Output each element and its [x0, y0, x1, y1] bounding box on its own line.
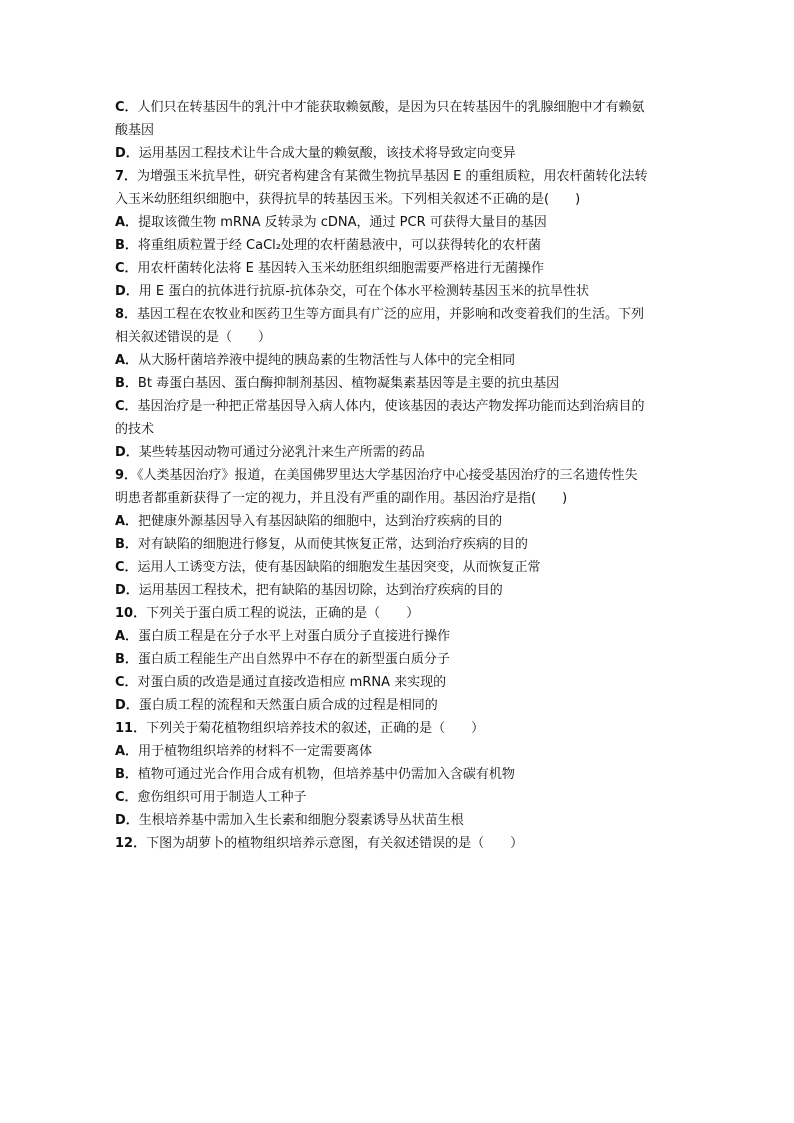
option-line: [115, 694, 685, 717]
option-text: 运用人工诱变方法，使有基因缺陷的细胞发生基因突变，从而恢复正常: [137, 560, 541, 575]
option-letter: C．: [115, 560, 138, 575]
option-text: 基因治疗是一种把正常基因导入病人体内，使该基因的表达产物发挥功能而达到治病目的: [137, 399, 645, 414]
option-line: [115, 763, 685, 786]
option-letter: A．: [115, 353, 139, 368]
option-text: 植物可通过光合作用合成有机物，但培养基中仍需加入含碳有机物: [137, 767, 515, 782]
question-line: [115, 717, 685, 740]
option-letter: A．: [115, 744, 139, 759]
option-text: 将重组质粒置于经 CaCl₂处理的农杆菌悬液中，可以获得转化的农杆菌: [137, 238, 541, 253]
option-line: [115, 234, 685, 257]
line-text: 酸基因: [115, 123, 155, 138]
line-text: 基因工程在农牧业和医药卫生等方面具有广泛的应用，并影响和改变着我们的生活。下列: [137, 307, 645, 322]
question-line: [115, 602, 685, 625]
option-text: 从大肠杆菌培养液中提纯的胰岛素的生物活性与人体中的完全相同: [138, 353, 516, 368]
option-letter: B．: [115, 767, 138, 782]
question-number: 9．: [115, 468, 138, 483]
option-line: [115, 740, 685, 763]
question-number: 8．: [115, 307, 138, 322]
option-letter: A．: [115, 629, 139, 644]
option-text: 愈伤组织可用于制造人工种子: [137, 790, 307, 805]
question-line: [115, 165, 685, 188]
question-number: 10．: [115, 606, 147, 621]
text-line: [115, 142, 685, 165]
line-text: 下列关于菊花植物组织培养技术的叙述，正确的是（ ）: [146, 721, 485, 736]
question-line: [115, 303, 685, 326]
option-text: 提取该微生物 mRNA 反转录为 cDNA，通过 PCR 可获得大量目的基因: [138, 215, 547, 230]
option-line: [115, 809, 685, 832]
question-number: 12．: [115, 836, 147, 851]
option-text: 生根培养基中需加入生长素和细胞分裂素诱导丛状苗生根: [138, 813, 464, 828]
option-text: 用 E 蛋白的抗体进行抗原-抗体杂交，可在个体水平检测转基因玉米的抗旱性状: [138, 284, 589, 299]
option-letter: D．: [115, 698, 139, 713]
option-line: [115, 533, 685, 556]
option-letter: A．: [115, 514, 139, 529]
option-letter: D．: [115, 445, 139, 460]
option-line: [115, 211, 685, 234]
question-number: 11．: [115, 721, 147, 736]
option-text: Bt 毒蛋白基因、蛋白酶抑制剂基因、植物凝集素基因等是主要的抗虫基因: [137, 376, 560, 391]
option-text: 蛋白质工程能生产出自然界中不存在的新型蛋白质分子: [137, 652, 450, 667]
option-letter: B．: [115, 376, 138, 391]
option-text: 运用基因工程技术，把有缺陷的基因切除，达到治疗疾病的目的: [138, 583, 503, 598]
text-line: [115, 418, 685, 441]
text-line: [115, 188, 685, 211]
line-text: 为增强玉米抗旱性，研究者构建含有某微生物抗旱基因 E 的重组质粒，用农杆菌转化法转: [137, 169, 648, 184]
line-text: 下列关于蛋白质工程的说法，正确的是（ ）: [146, 606, 420, 621]
option-text: 把健康外源基因导入有基因缺陷的细胞中，达到治疗疾病的目的: [138, 514, 503, 529]
option-line: [115, 280, 685, 303]
option-line: [115, 395, 685, 418]
text-line: [115, 487, 685, 510]
line-text: 相关叙述错误的是（ ）: [115, 330, 272, 345]
option-letter: D．: [115, 813, 139, 828]
question-line: [115, 464, 685, 487]
line-text: 人们只在转基因牛的乳汁中才能获取赖氨酸，是因为只在转基因牛的乳腺细胞中才有赖氨: [137, 100, 645, 115]
option-line: [115, 349, 685, 372]
option-line: [115, 648, 685, 671]
line-text: 明患者都重新获得了一定的视力，并且没有严重的副作用。基因治疗是指( ): [115, 491, 568, 506]
option-line: [115, 441, 685, 464]
option-line: [115, 372, 685, 395]
question-number: 7．: [115, 169, 138, 184]
line-prefix: D．: [115, 146, 139, 161]
option-letter: A．: [115, 215, 139, 230]
text-line: [115, 119, 685, 142]
line-prefix: C．: [115, 100, 138, 115]
option-letter: B．: [115, 537, 138, 552]
option-letter: B．: [115, 238, 138, 253]
option-letter: D．: [115, 583, 139, 598]
question-line: [115, 832, 685, 855]
line-text: 运用基因工程技术让牛合成大量的赖氨酸，该技术将导致定向变异: [138, 146, 516, 161]
option-letter: C．: [115, 261, 138, 276]
option-letter: C．: [115, 790, 138, 805]
document-page: [115, 96, 685, 855]
option-letter: C．: [115, 399, 138, 414]
option-line: [115, 556, 685, 579]
option-letter: C．: [115, 675, 138, 690]
option-line: [115, 510, 685, 533]
option-text: 用于植物组织培养的材料不一定需要离体: [138, 744, 373, 759]
option-letter: D．: [115, 284, 139, 299]
option-letter: B．: [115, 652, 138, 667]
option-text: 对有缺陷的细胞进行修复，从而使其恢复正常，达到治疗疾病的目的: [137, 537, 528, 552]
text-line: [115, 326, 685, 349]
line-text: 下图为胡萝卜的植物组织培养示意图，有关叙述错误的是（ ）: [146, 836, 524, 851]
line-text: 入玉米幼胚组织细胞中，获得抗旱的转基因玉米。下列相关叙述不正确的是( ): [115, 192, 581, 207]
option-text: 对蛋白质的改造是通过直接改造相应 mRNA 来实现的: [137, 675, 447, 690]
option-text: 蛋白质工程是在分子水平上对蛋白质分子直接进行操作: [138, 629, 451, 644]
option-line: [115, 625, 685, 648]
line-text: 的技术: [115, 422, 155, 437]
option-line: [115, 579, 685, 602]
option-text: 用农杆菌转化法将 E 基因转入玉米幼胚组织细胞需要严格进行无菌操作: [137, 261, 545, 276]
option-line: [115, 671, 685, 694]
option-line: [115, 257, 685, 280]
text-line: [115, 96, 685, 119]
line-text: 《人类基因治疗》报道，在美国佛罗里达大学基因治疗中心接受基因治疗的三名遗传性失: [137, 468, 638, 483]
option-text: 某些转基因动物可通过分泌乳汁来生产所需的药品: [138, 445, 425, 460]
option-text: 蛋白质工程的流程和天然蛋白质合成的过程是相同的: [138, 698, 438, 713]
option-line: [115, 786, 685, 809]
